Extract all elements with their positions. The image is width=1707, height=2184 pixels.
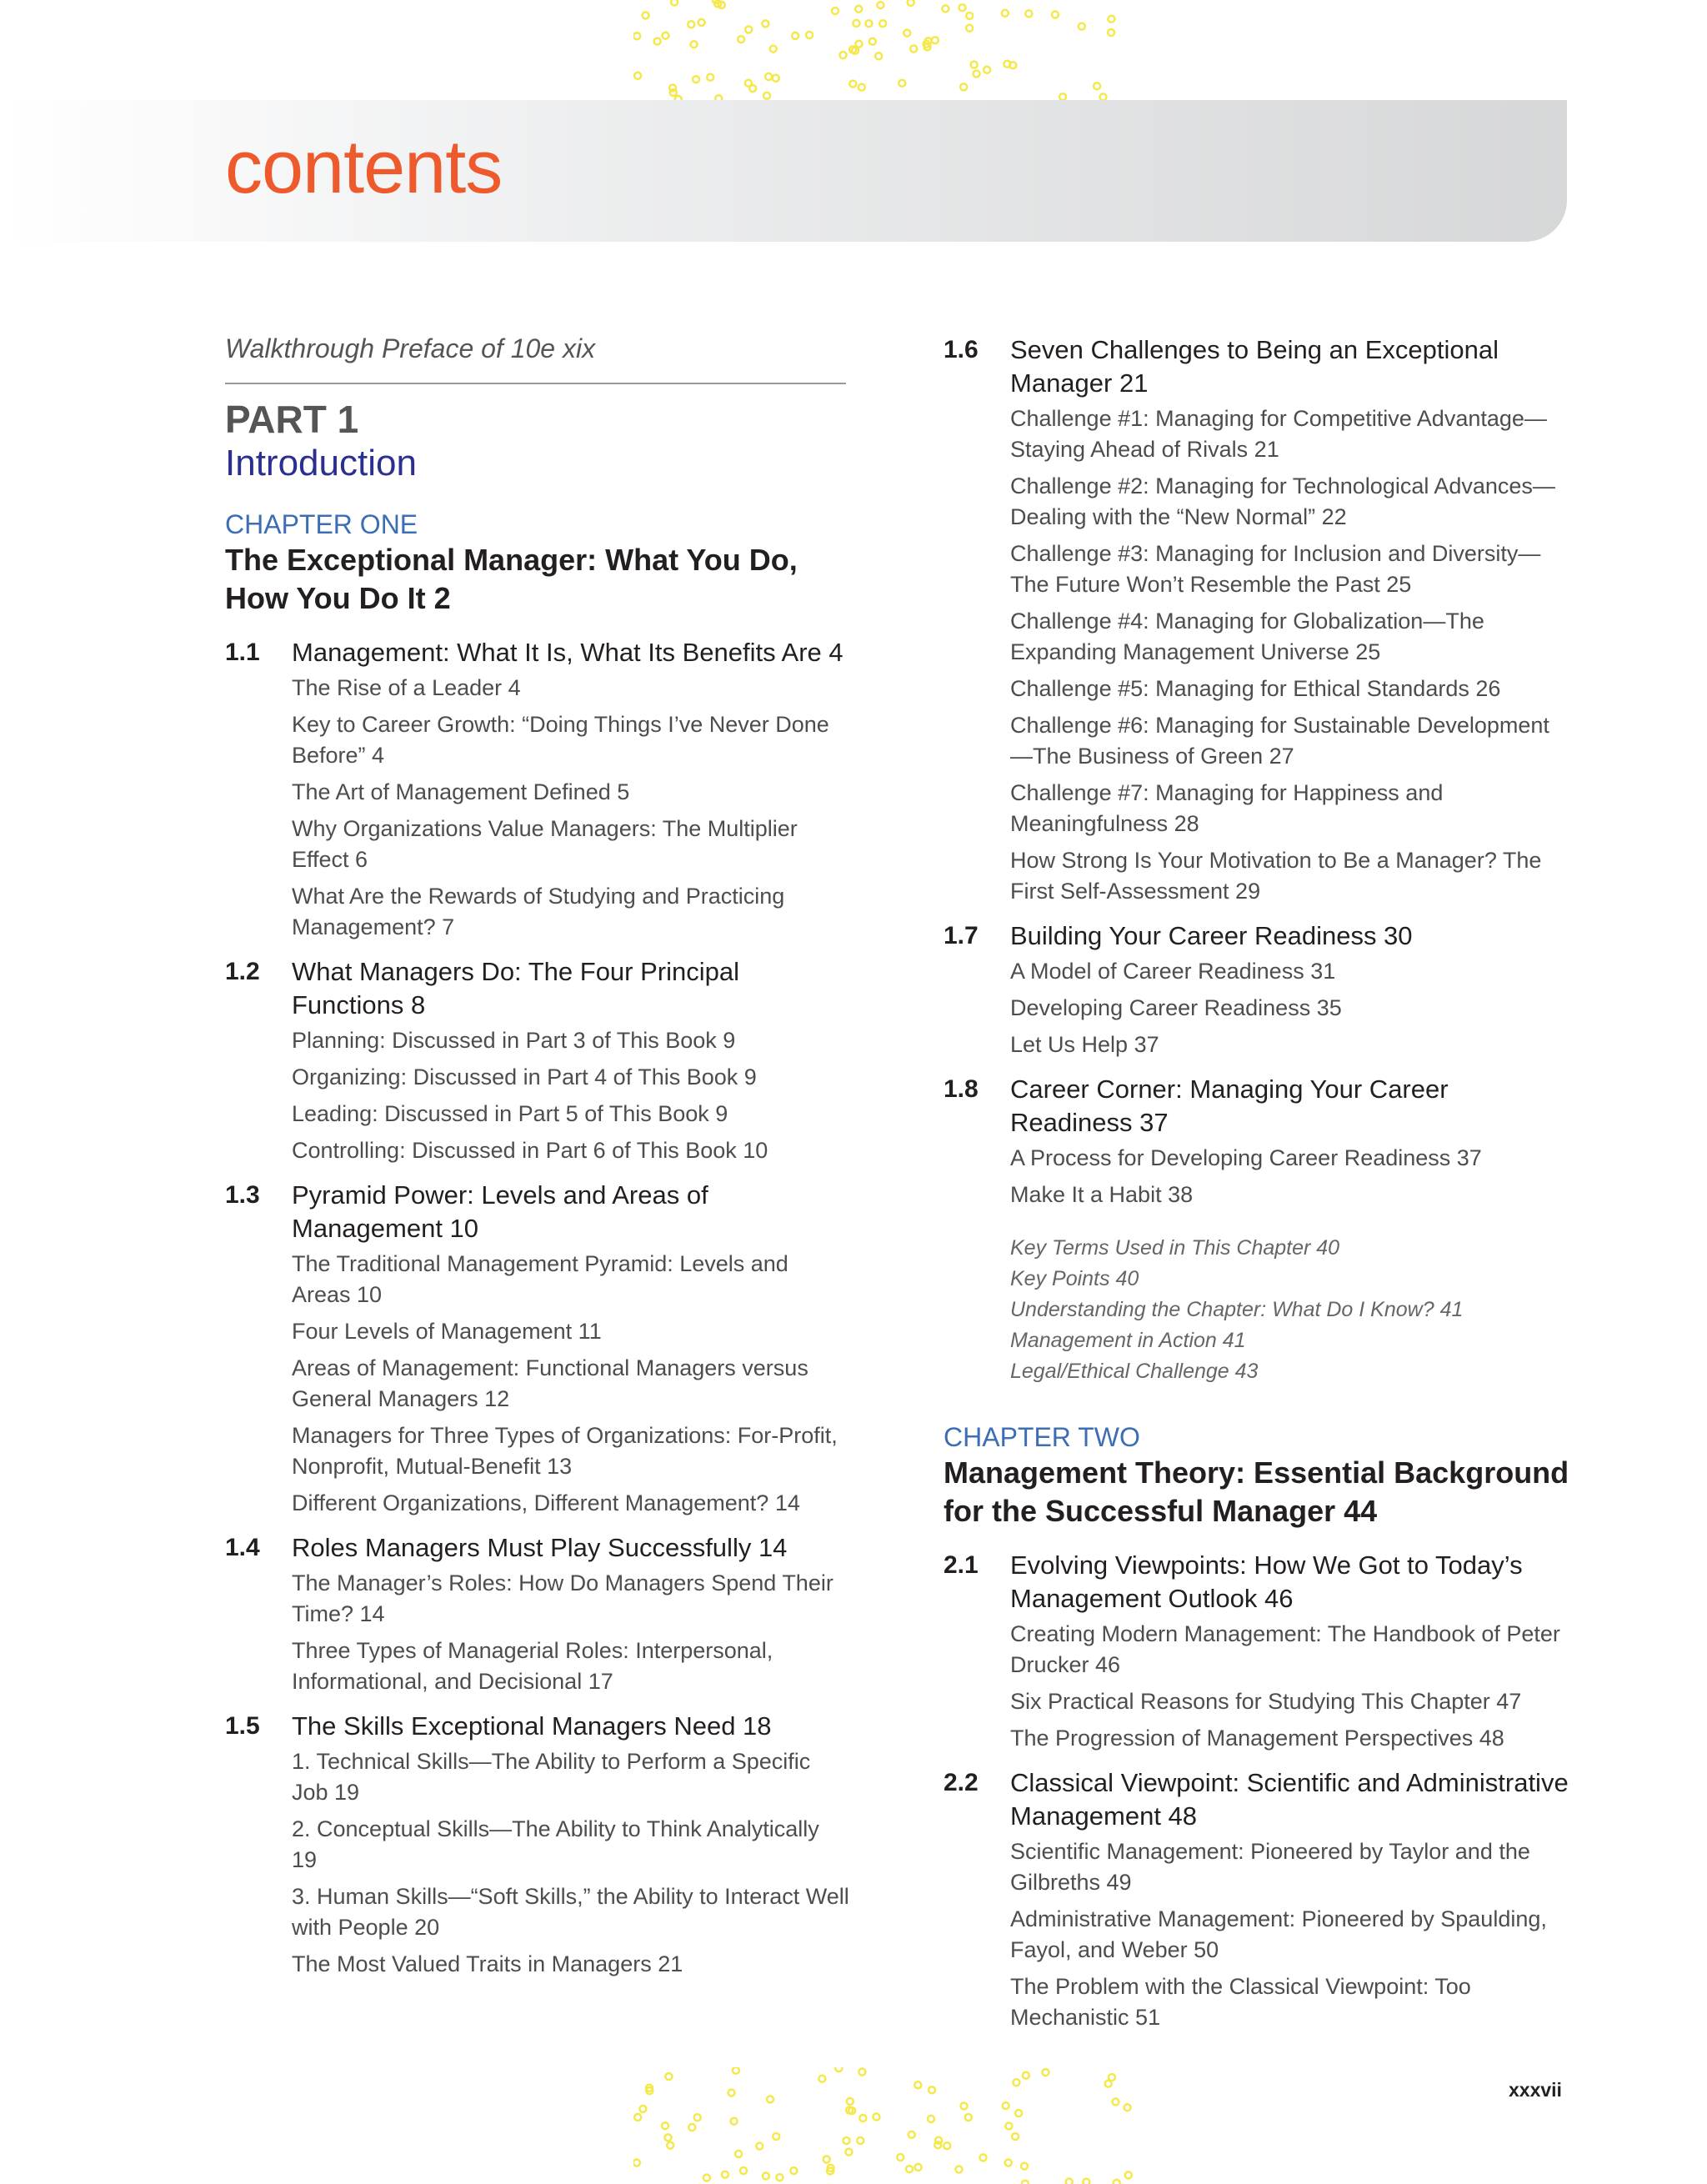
decorative-dot	[942, 5, 949, 12]
decorative-dot	[1021, 2163, 1028, 2170]
section-entry	[944, 919, 1577, 1066]
chapter-one-sections-right	[944, 333, 1577, 1216]
section-entry	[944, 333, 1577, 913]
subsection-entry[interactable]: Challenge #3: Managing for Inclusion and Diversity—The Future Won’t Resemble the Past 25	[1010, 541, 1541, 597]
decorative-dot	[1005, 2123, 1012, 2130]
section-number: 1.4	[225, 1534, 260, 1561]
decorative-dot	[740, 2167, 747, 2174]
decorative-dot	[634, 2114, 641, 2121]
subsection-entry[interactable]: Challenge #2: Managing for Technological Advances—Dealing with the “New Normal” 22	[1010, 473, 1555, 529]
subsection-entry[interactable]: The Most Valued Traits in Managers 21	[292, 1951, 683, 1976]
section-title[interactable]: Management: What It Is, What Its Benefits Are 4	[292, 638, 843, 667]
decorative-dot	[745, 27, 752, 33]
decorative-dot	[966, 13, 973, 19]
decorative-dot	[944, 2142, 950, 2149]
decorative-dot	[1100, 93, 1107, 100]
decorative-dot	[1066, 2179, 1073, 2184]
subsection-entry[interactable]: Four Levels of Management 11	[292, 1319, 602, 1344]
decorative-dot	[1002, 10, 1009, 17]
section-body	[1010, 919, 1577, 1066]
section-number: 1.5	[225, 1712, 260, 1740]
preface-entry[interactable]: Walkthrough Preface of 10e xix	[225, 333, 596, 363]
decorative-dot	[773, 75, 779, 82]
subsection-entry[interactable]: Scientific Management: Pioneered by Taylor and the Gilbreths 49	[1010, 1839, 1530, 1895]
endnote-item[interactable]: Key Points 40	[1010, 1267, 1139, 1290]
section-number: 2.2	[944, 1769, 979, 1796]
decorative-dot	[633, 33, 640, 39]
endnote-item[interactable]: Management in Action 41	[1010, 1329, 1246, 1352]
decorative-dot	[762, 20, 768, 27]
decorative-dot	[1108, 29, 1114, 36]
decorative-dot	[1052, 12, 1059, 18]
decorative-dot	[1125, 2171, 1132, 2178]
decorative-dot	[731, 2118, 738, 2125]
decorative-dot	[671, 0, 678, 6]
page-number: xxxvii	[1509, 2079, 1562, 2101]
subsection-entry[interactable]: A Process for Developing Career Readiness 37	[1010, 1145, 1482, 1170]
decorative-dot	[1003, 2102, 1009, 2109]
decorative-dot	[1059, 93, 1066, 100]
section-title[interactable]: Classical Viewpoint: Scientific and Administrative Management 48	[1010, 1768, 1569, 1831]
section-body	[1010, 1766, 1577, 2039]
section-title[interactable]: The Skills Exceptional Managers Need 18	[292, 1711, 772, 1741]
decorative-dot	[688, 2124, 695, 2131]
decorative-dot	[1114, 2180, 1120, 2184]
section-title[interactable]: Seven Challenges to Being an Exceptional Manager 21	[1010, 335, 1499, 398]
chapter-one-sections-left	[225, 636, 850, 1986]
decorative-dot	[906, 2166, 913, 2172]
decorative-dot	[908, 0, 914, 6]
subsection-entry[interactable]: 2. Conceptual Skills—The Ability to Think Analytically 19	[292, 1816, 819, 1872]
section-body	[292, 636, 850, 949]
decorative-dot	[763, 2172, 769, 2179]
decorative-dot	[776, 2174, 783, 2181]
decorative-dot	[1083, 2179, 1089, 2184]
section-title[interactable]: Pyramid Power: Levels and Areas of Management 10	[292, 1180, 708, 1243]
decorative-dot	[634, 73, 641, 79]
decorative-dot	[738, 36, 744, 43]
decorative-dot	[818, 2076, 825, 2082]
dot-pattern-bottom	[633, 2067, 1134, 2184]
subsection-entry[interactable]: The Art of Management Defined 5	[292, 779, 630, 804]
decorative-dot	[959, 4, 966, 11]
subsection-entry[interactable]: Challenge #5: Managing for Ethical Standards 26	[1010, 676, 1501, 701]
decorative-dot	[1004, 61, 1010, 68]
subsection-entry[interactable]: Leading: Discussed in Part 5 of This Book 9	[292, 1101, 728, 1126]
subsection-entry[interactable]: What Are the Rewards of Studying and Practicing Management? 7	[292, 884, 785, 939]
decorative-dot	[733, 2067, 739, 2074]
decorative-dot	[984, 67, 990, 73]
section-body	[292, 1531, 850, 1703]
decorative-dot	[1005, 2160, 1012, 2166]
decorative-dot	[643, 13, 649, 19]
section-number: 2.1	[944, 1551, 979, 1579]
decorative-dot	[698, 19, 705, 26]
section-entry	[225, 1531, 850, 1703]
section-entry	[944, 1549, 1577, 1760]
section-body	[1010, 1073, 1577, 1216]
decorative-dot	[875, 53, 882, 59]
decorative-dot	[877, 2, 884, 8]
subsection-entry[interactable]: The Progression of Management Perspectives 48	[1010, 1726, 1504, 1751]
section-number: 1.8	[944, 1075, 979, 1103]
section-body	[1010, 1549, 1577, 1760]
decorative-dot	[665, 2073, 672, 2080]
decorative-dot	[1023, 2072, 1029, 2079]
decorative-dot	[763, 93, 770, 99]
decorative-dot	[703, 2175, 710, 2181]
decorative-dot	[929, 2086, 935, 2093]
decorative-dot	[770, 46, 777, 53]
section-number: 1.3	[225, 1181, 260, 1209]
section-body	[292, 955, 850, 1172]
chapter-two-sections	[944, 1549, 1577, 2039]
decorative-dot	[1108, 16, 1114, 23]
section-entry	[944, 1766, 1577, 2039]
subsection-entry[interactable]: Challenge #6: Managing for Sustainable Development —The Business of Green 27	[1010, 713, 1549, 769]
decorative-dot	[934, 2141, 941, 2148]
section-title[interactable]: Roles Managers Must Play Successfully 14	[292, 1533, 788, 1562]
section-title[interactable]: Evolving Viewpoints: How We Got to Today’s Management Outlook 46	[1010, 1550, 1523, 1613]
decorative-dot	[765, 73, 772, 80]
decorative-dot	[897, 2154, 904, 2161]
subsection-entry[interactable]: Make It a Habit 38	[1010, 1182, 1194, 1207]
endnote-item[interactable]: Legal/Ethical Challenge 43	[1010, 1360, 1259, 1383]
decorative-dot	[745, 80, 752, 87]
endnote-item[interactable]: Understanding the Chapter: What Do I Know? 41	[1010, 1298, 1464, 1321]
decorative-dot	[843, 2137, 850, 2144]
decorative-dot	[966, 25, 973, 32]
subsection-entry[interactable]: 3. Human Skills—“Soft Skills,” the Ability to Interact Well with People 20	[292, 1884, 849, 1940]
decorative-dot	[909, 2131, 915, 2138]
subsection-entry[interactable]: Managers for Three Types of Organizations: For-Profit, Nonprofit, Mutual-Benefit 13	[292, 1423, 838, 1479]
subsection-entry[interactable]: Controlling: Discussed in Part 6 of This Book 10	[292, 1138, 768, 1163]
left-column	[225, 333, 850, 1992]
decorative-dot	[845, 2149, 852, 2156]
subsection-entry[interactable]: Why Organizations Value Managers: The Multiplier Effect 6	[292, 816, 798, 872]
section-number: 1.2	[225, 958, 260, 985]
subsection-entry[interactable]: Six Practical Reasons for Studying This Chapter 47	[1010, 1689, 1522, 1714]
decorative-dot	[1113, 2098, 1119, 2105]
decorative-dot	[980, 2154, 987, 2161]
decorative-dot	[971, 62, 978, 68]
endnote-item[interactable]: Key Terms Used in This Chapter 40	[1010, 1236, 1340, 1260]
dot-pattern-top	[633, 0, 1134, 100]
decorative-dot	[707, 74, 713, 81]
decorative-dot	[823, 2156, 830, 2163]
decorative-dot	[693, 76, 699, 83]
decorative-dot	[722, 2171, 728, 2178]
subsection-entry[interactable]: Three Types of Managerial Roles: Interpersonal, Informational, and Decisional 17	[292, 1638, 773, 1694]
section-entry	[225, 636, 850, 949]
subsection-entry[interactable]: Creating Modern Management: The Handbook of Peter Drucker 46	[1010, 1621, 1560, 1677]
chapter-endnotes	[1010, 1233, 1577, 1387]
part-label: PART 1	[225, 398, 359, 441]
decorative-dot	[847, 2098, 854, 2105]
section-entry	[225, 1710, 850, 1986]
section-title[interactable]: Building Your Career Readiness 30	[1010, 921, 1413, 950]
decorative-dot	[1094, 83, 1100, 89]
decorative-dot	[873, 2113, 879, 2120]
decorative-dot	[932, 37, 939, 43]
subsection-entry[interactable]: Challenge #7: Managing for Happiness and Meaningfulness 28	[1010, 780, 1444, 836]
decorative-dot	[1124, 2104, 1131, 2111]
part-title[interactable]: Introduction	[225, 443, 417, 483]
subsection-entry[interactable]: Let Us Help 37	[1010, 1032, 1159, 1057]
decorative-dot	[879, 20, 886, 27]
section-entry	[225, 955, 850, 1172]
decorative-dot	[928, 2116, 934, 2122]
section-body	[292, 1710, 850, 1986]
decorative-dot	[633, 2160, 640, 2166]
section-title[interactable]: What Managers Do: The Four Principal Functions 8	[292, 957, 739, 1019]
decorative-dot	[1043, 2069, 1049, 2076]
right-column	[944, 333, 1577, 2046]
decorative-dot	[960, 83, 967, 90]
decorative-dot	[790, 2167, 797, 2174]
subsection-entry[interactable]: The Problem with the Classical Viewpoint: Too Mechanistic 51	[1010, 1974, 1471, 2030]
decorative-dot	[974, 71, 980, 78]
decorative-dot	[840, 52, 847, 58]
decorative-dot	[667, 2142, 673, 2149]
chapter-title[interactable]: Management Theory: Essential Background for the Successful Manager 44	[944, 1455, 1569, 1528]
decorative-dot	[665, 2134, 672, 2141]
decorative-dot	[756, 2143, 763, 2150]
decorative-dot	[914, 2081, 921, 2088]
chapter-label: CHAPTER ONE	[225, 509, 418, 539]
section-number: 1.7	[944, 922, 979, 949]
decorative-dot	[915, 2164, 922, 2171]
subsection-entry[interactable]: The Rise of a Leader 4	[292, 675, 521, 700]
section-number: 1.6	[944, 336, 979, 363]
section-body	[1010, 333, 1577, 913]
section-number: 1.1	[225, 639, 260, 666]
subsection-entry[interactable]: A Model of Career Readiness 31	[1010, 959, 1336, 984]
subsection-entry[interactable]: How Strong Is Your Motivation to Be a Manager? The First Self-Assessment 29	[1010, 848, 1542, 904]
decorative-dot	[792, 33, 798, 39]
decorative-dot	[855, 6, 862, 13]
decorative-dot	[859, 84, 865, 91]
subsection-entry[interactable]: Challenge #1: Managing for Competitive Advantage—Staying Ahead of Rivals 21	[1010, 406, 1547, 462]
decorative-dot	[662, 2122, 668, 2129]
decorative-dot	[773, 2133, 779, 2140]
decorative-dot	[663, 33, 669, 39]
decorative-dot	[859, 2069, 865, 2076]
decorative-dot	[1012, 2133, 1019, 2140]
subsection-entry[interactable]: The Manager’s Roles: How Do Managers Spend Their Time? 14	[292, 1570, 833, 1626]
decorative-dot	[859, 2115, 866, 2121]
decorative-dot	[694, 2114, 701, 2121]
decorative-dot	[899, 80, 905, 87]
subsection-entry[interactable]: Areas of Management: Functional Managers versus General Managers 12	[292, 1355, 808, 1411]
subsection-entry[interactable]: The Traditional Management Pyramid: Levels and Areas 10	[292, 1251, 788, 1307]
decorative-dot	[849, 81, 856, 88]
subsection-entry[interactable]: Developing Career Readiness 35	[1010, 995, 1342, 1020]
decorative-dot	[853, 20, 859, 27]
subsection-entry[interactable]: 1. Technical Skills—The Ability to Perform a Specific Job 19	[292, 1749, 811, 1805]
decorative-dot	[965, 2114, 972, 2121]
decorative-dot	[832, 8, 838, 14]
decorative-dot	[735, 2151, 742, 2157]
subsection-entry[interactable]: Planning: Discussed in Part 3 of This Book 9	[292, 1028, 736, 1053]
section-body	[292, 1179, 850, 1525]
decorative-dot	[691, 41, 698, 48]
decorative-dot	[865, 20, 872, 27]
chapter-title[interactable]: The Exceptional Manager: What You Do, How You Do It 2	[225, 543, 798, 615]
decorative-dot	[670, 89, 677, 96]
decorative-dot	[956, 2166, 963, 2173]
decorative-dot	[869, 38, 876, 45]
subsection-entry[interactable]: Administrative Management: Pioneered by Spaulding, Fayol, and Weber 50	[1010, 1906, 1547, 1962]
decorative-dot	[1013, 2079, 1019, 2086]
subsection-entry[interactable]: Challenge #4: Managing for Globalization—The Expanding Management Universe 25	[1010, 609, 1484, 664]
decorative-dot	[1022, 2181, 1029, 2184]
decorative-dot	[806, 32, 813, 38]
subsection-entry[interactable]: Different Organizations, Different Management? 14	[292, 1490, 800, 1515]
decorative-dot	[1015, 2110, 1022, 2116]
decorative-dot	[767, 2096, 773, 2102]
decorative-dot	[910, 46, 917, 53]
decorative-dot	[688, 21, 694, 28]
decorative-dot	[904, 30, 910, 37]
decorative-dot	[1105, 2081, 1112, 2087]
part-divider	[225, 383, 846, 384]
decorative-dot	[728, 2090, 735, 2096]
decorative-dot	[855, 41, 862, 48]
section-title[interactable]: Career Corner: Managing Your Career Readiness 37	[1010, 1074, 1449, 1137]
page-title: contents	[225, 126, 503, 209]
subsection-entry[interactable]: Organizing: Discussed in Part 4 of This Book 9	[292, 1064, 757, 1089]
subsection-entry[interactable]: Key to Career Growth: “Doing Things I’ve Never Done Before” 4	[292, 712, 829, 768]
decorative-dot	[857, 2137, 864, 2144]
section-entry	[944, 1073, 1577, 1216]
decorative-dot	[961, 2103, 968, 2110]
decorative-dot	[654, 38, 661, 45]
decorative-dot	[639, 2106, 646, 2112]
decorative-dot	[1079, 23, 1085, 30]
decorative-dot	[1025, 10, 1032, 17]
decorative-dot	[835, 2067, 842, 2071]
section-entry	[225, 1179, 850, 1525]
chapter-label: CHAPTER TWO	[944, 1422, 1140, 1452]
